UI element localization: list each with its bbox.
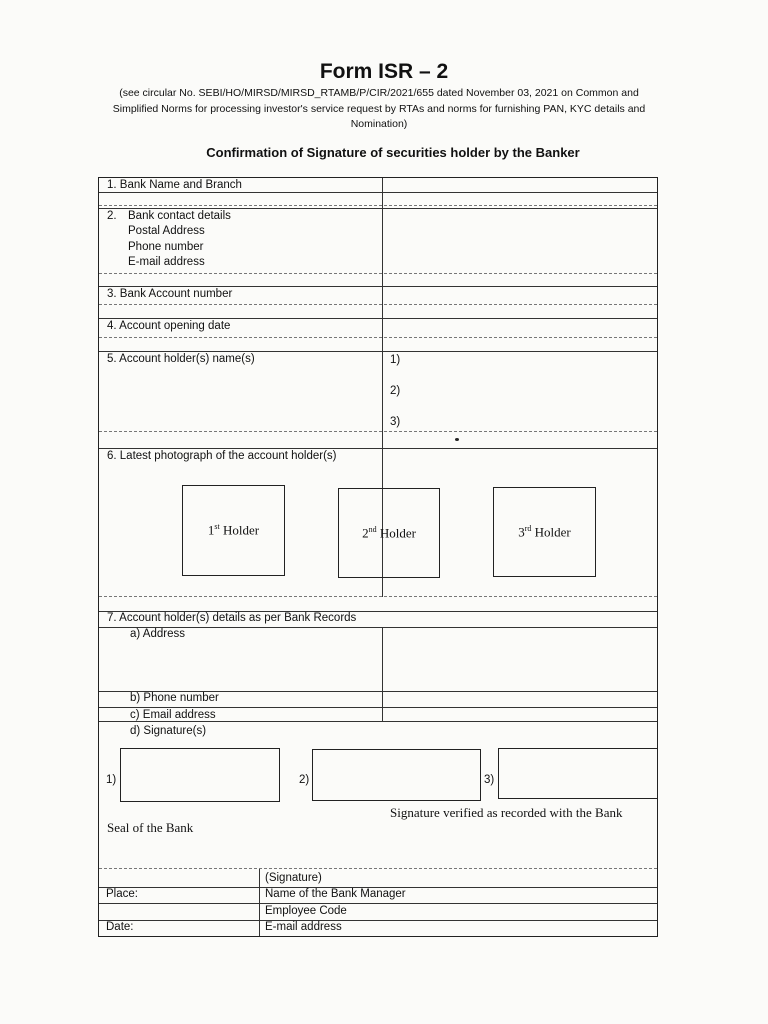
photo-box-2[interactable]: [338, 488, 440, 578]
photo-box-3[interactable]: [493, 487, 596, 577]
account-opening-date-label: 4. Account opening date: [107, 320, 231, 332]
signature-box-2[interactable]: [312, 749, 481, 801]
form-title: Form ISR – 2: [319, 60, 449, 83]
row-line: [99, 431, 657, 432]
email-address-label: E-mail address: [128, 256, 205, 268]
account-holder-names-label: 5. Account holder(s) name(s): [107, 353, 255, 365]
place-label: Place:: [106, 888, 138, 900]
column-divider-low: [259, 868, 260, 936]
row-line: [99, 337, 657, 338]
holder-phone-label: b) Phone number: [130, 692, 219, 704]
holder-name-2: 2): [390, 385, 401, 397]
row-line: [99, 868, 657, 869]
holder-details-label: 7. Account holder(s) details as per Bank Records: [107, 612, 357, 624]
bank-name-label: 1. Bank Name and Branch: [107, 179, 242, 191]
row-line: [99, 903, 657, 904]
bank-contact-label: Bank contact details: [128, 210, 231, 222]
signature-verified-text: Signature verified as recorded with the Bank: [390, 805, 623, 820]
photo-box-1[interactable]: [182, 485, 285, 576]
phone-number-label: Phone number: [128, 241, 204, 253]
photo-label-2: 2nd Holder: [362, 524, 416, 541]
signature-box-1[interactable]: [120, 748, 280, 802]
scan-speck: [455, 438, 459, 441]
bank-contact-number: 2.: [107, 210, 117, 222]
photo-label-3: 3rd Holder: [518, 523, 571, 540]
row-line: [99, 596, 657, 597]
bank-manager-email-label: E-mail address: [265, 921, 342, 933]
holder-email-label: c) Email address: [130, 709, 216, 721]
signature-1-label: 1): [106, 774, 117, 786]
holder-name-1: 1): [390, 354, 401, 366]
seal-of-bank: Seal of the Bank: [107, 820, 194, 835]
signature-box-3[interactable]: [498, 748, 658, 799]
date-label: Date:: [106, 921, 134, 933]
photograph-label: 6. Latest photograph of the account holder(s): [107, 450, 337, 462]
bank-manager-signature: (Signature): [265, 872, 322, 884]
row-line: [99, 920, 657, 921]
employee-code-label: Employee Code: [265, 905, 347, 917]
row-line: [99, 205, 657, 206]
signatures-label: d) Signature(s): [130, 725, 207, 737]
address-label: a) Address: [130, 628, 185, 640]
postal-address-label: Postal Address: [128, 225, 205, 237]
bank-manager-name-label: Name of the Bank Manager: [265, 888, 406, 900]
signature-2-label: 2): [299, 774, 310, 786]
row-line: [99, 273, 657, 274]
form-subtitle: Confirmation of Signature of securities holder by the Banker: [206, 145, 580, 160]
bank-account-number-label: 3. Bank Account number: [107, 288, 233, 300]
row-line: [99, 304, 657, 305]
holder-name-3: 3): [390, 416, 401, 428]
photo-label-1: 1st Holder: [207, 522, 260, 538]
circular-reference: (see circular No. SEBI/HO/MIRSD/MIRSD_RTAMB/P/CIR/2021/655 dated November 03, 2021 on Common and Simplified Norms for processing investor's service request by RTAs and norms for furnishing PAN, KYC details and Nomination): [112, 87, 646, 130]
signature-3-label: 3): [484, 774, 495, 786]
